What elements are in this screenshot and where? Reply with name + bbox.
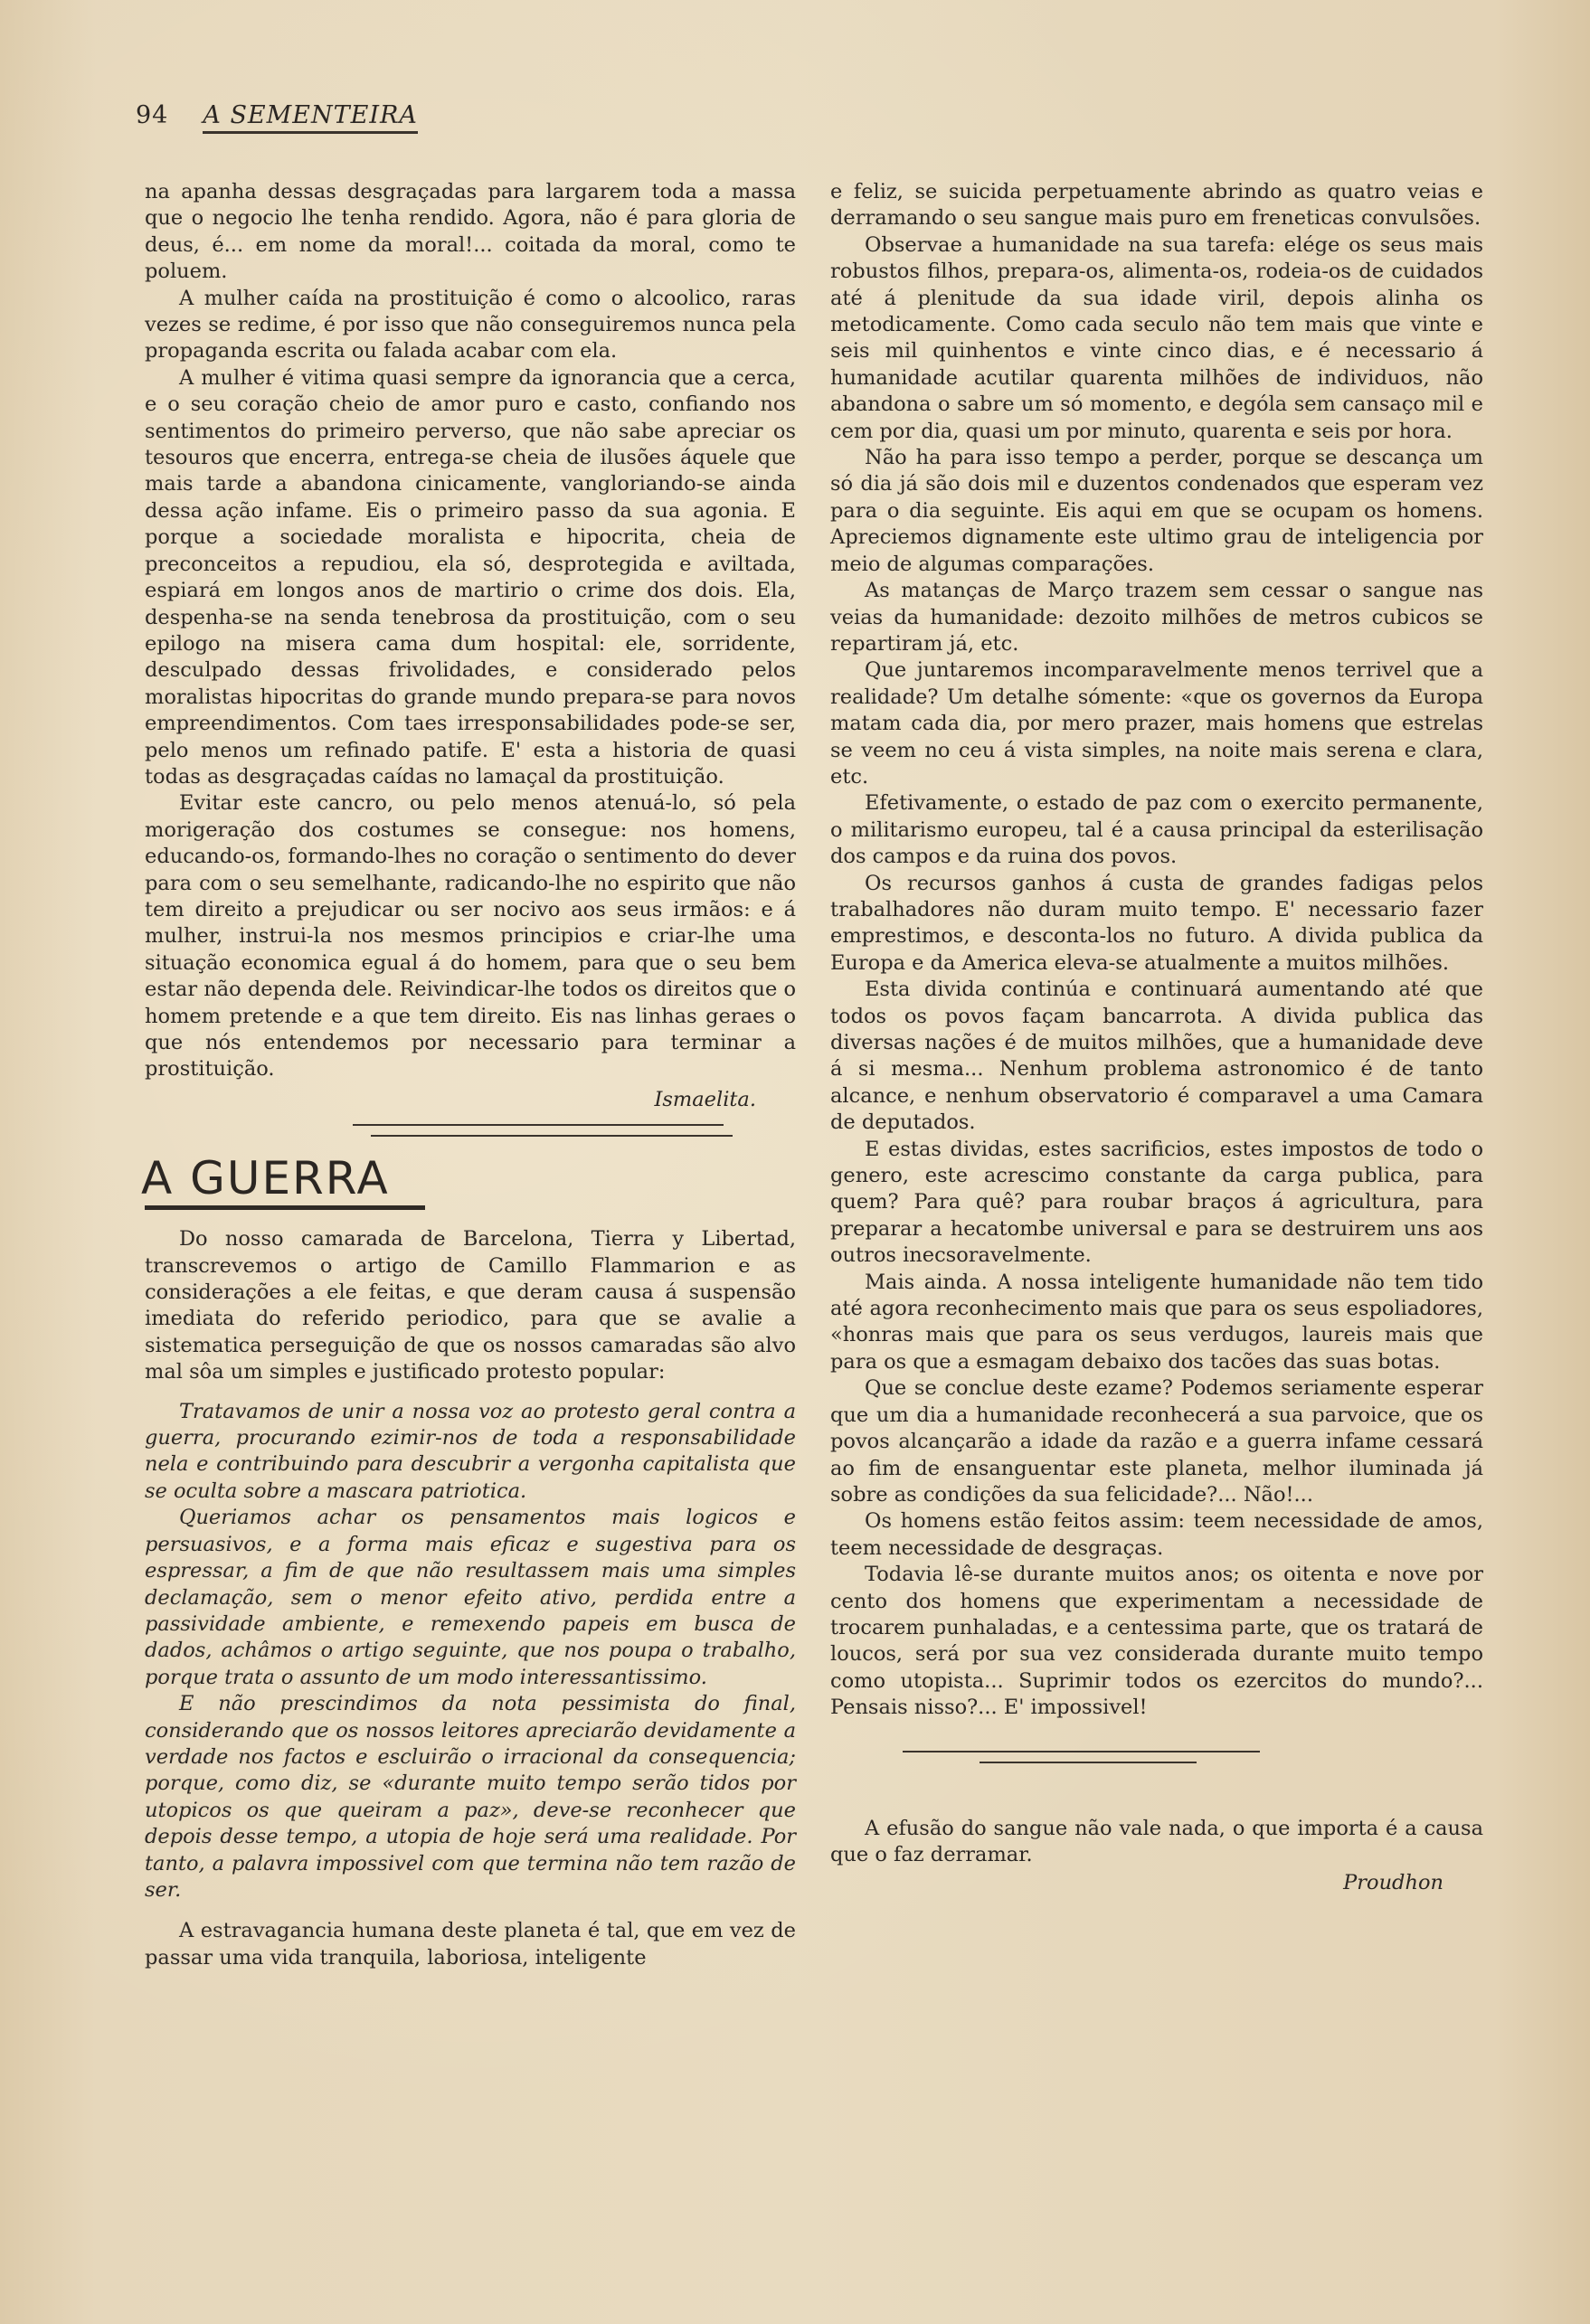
paragraph: As matanças de Março trazem sem cessar o sangue nas veias da humanidade: dezoito milhões de metros cubicos se repartiram já, etc. (830, 579, 1483, 656)
paragraph: E não prescindimos da nota pessimista do final, considerando que os nossos leitores apreciarão devidamente a verdade nos factos e escluirão o irracional da consequencia; porque, como diz, se «durante muito tempo serão tidos por utopicos os que queiram a paz», deve-se reconhecer que depois desse tempo, a utopia de hoje será uma realidade. Por tanto, a palavra impossivel com que termina não tem razão de ser. (145, 1692, 796, 1902)
page-header (136, 101, 418, 134)
divider-rule (371, 1135, 733, 1137)
paragraph: na apanha dessas desgraçadas para largarem toda a massa que o negocio lhe tenha rendido. Agora, não é para gloria de deus, é... em nome da moral!... coitada da moral, como te poluem. (145, 180, 796, 284)
paragraph: Os homens estão feitos assim: teem necessidade de amos, teem necessidade de desgraças. (830, 1509, 1483, 1560)
divider-rule (903, 1751, 1260, 1752)
paragraph: Que juntaremos incomparavelmente menos terrivel que a realidade? Um detalhe sómente: «que os governos da Europa matam cada dia, por mero prazer, mais homens que estrelas se veem no ceu á vista simples, na noite mais serena e clara, etc. (830, 658, 1483, 789)
paragraph: Todavia lê-se durante muitos anos; os oitenta e nove por cento dos homens que experimentam a necessidade de trocarem punhaladas, e a centessima parte, que os tratará de loucos, será por sua vez considerada durante muito tempo como utopista... Suprimir todos os ezercitos do mundo?... Pensais nisso?... E' impossivel! (830, 1563, 1483, 1720)
article-intro: Do nosso camarada de Barcelona, Tierra y Libertad, transcrevemos o artigo de Camillo Flammarion e as considerações a ele feitas, e que deram causa á suspensão imediata do referido periodico, para que se avalie a sistematica perseguição de que os nossos camaradas são alvo mal sôa um simples e justificado protesto popular: (145, 1227, 796, 1384)
paragraph: Observae a humanidade na sua tarefa: elége os seus mais robustos filhos, prepara-os, alimenta-os, rodeia-os de cuidados até á plenitude da sua idade viril, depois alinha os metodicamente. Como cada seculo não tem mais que vinte e seis mil quinhentos e vinte cinco dias, e é necessario á humanidade acutilar quarenta milhões de individuos, não abandona o sabre um só momento, e dególa sem cansaço mil e cem por dia, quasi um por minuto, quarenta e seis por hora. (830, 232, 1483, 443)
paragraph: Não ha para isso tempo a perder, porque se descança um só dia já são dois mil e duzentos condenados que esperam vez para o dia seguinte. Eis aqui em que se ocupam os homens. Apreciemos dignamente este ultimo grau de inteligencia por meio de algumas comparações. (830, 446, 1483, 576)
paragraph: Esta divida continúa e continuará aumentando até que todos os povos façam bancarrota. A divida publica das diversas nações é de muitos milhões, que a humanidade deve á si mesma... Nenhum problema astronomico é de tanto alcance, e nenhum observatorio é comparavel a uma Camara de deputados. (830, 978, 1483, 1135)
quote-author: Proudhon (1343, 1871, 1443, 1895)
left-column (141, 179, 796, 1971)
paragraph: Que se conclue deste ezame? Podemos seriamente esperar que um dia a humanidade reconhecerá a sua parvoice, que os povos alcançarão a idade da razão e a guerra infame cessará ao fim de ensanguentar este planeta, melhor iluminada já sobre as condições da sua felicidade?... Não!... (830, 1376, 1483, 1507)
paragraph: Mais ainda. A nossa inteligente humanidade não tem tido até agora reconhecimento mais que para os seus espoliadores, «honras mais que para os seus verdugos, laureis mais que para os que a esmagam debaixo dos tacões das suas botas. (830, 1270, 1483, 1374)
section-divider (145, 1113, 796, 1153)
article-heading: A GUERRA (141, 1152, 390, 1205)
paragraph: Tratavamos de unir a nossa voz ao protesto geral contra a guerra, procurando ezimir-nos de toda a responsabilidade nela e contribuindo para descubrir a vergonha capitalista que se oculta sobre a mascara patriotica. (145, 1399, 796, 1503)
section-divider (830, 1734, 1483, 1780)
paragraph: Evitar este cancro, ou pelo menos atenuá-lo, só pela morigeração dos costumes se consegue: nos homens, educando-os, formando-lhes no coração o sentimento do dever para com o seu semelhante, radicando-lhe no espirito que não tem direito a prejudicar ou ser nocivo aos seus irmãos: e á mulher, instrui-la nos mesmos principios e criar-lhe uma situação economica egual á do homem, para que o seu bem estar não dependa dele. Reivindicar-lhe todos os direitos que o homem pretende e a que tem direito. Eis nas linhas geraes o que nós entendemos por necessario para terminar a prostituição. (145, 791, 796, 1082)
periodical-title: A SEMENTEIRA (203, 101, 417, 134)
paragraph: A mulher é vitima quasi sempre da ignorancia que a cerca, e o seu coração cheio de amor puro e casto, confiando nos sentimentos do primeiro perverso, que não sabe apreciar os tesouros que encerra, entrega-se cheia de ilusões áquele que mais tarde a abandona cinicamente, vangloriando-se ainda dessa ação infame. Eis o primeiro passo da sua agonia. E porque a sociedade moralista e hipocrita, cheia de preconceitos a repudiou, ela só, desprotegida e aviltada, espiará em longos anos de martirio o crime dos dois. Ela, despenha-se na senda tenebrosa da prostituição, com o seu epilogo na misera cama dum hospital: ele, sorridente, desculpado dessas frivolidades, e considerado pelos moralistas hipocritas do grande mundo prepara-se para novos empreendimentos. Com taes irresponsabilidades pode-se ser, pelo menos um refinado patife. E' esta a historia de quasi todas as desgraçadas caídas no lamaçal da prostituição. (145, 365, 796, 789)
war-article-continued (830, 179, 1483, 1722)
divider-rule (980, 1762, 1197, 1763)
heading-underline (145, 1205, 425, 1210)
paragraph: Efetivamente, o estado de paz com o exercito permanente, o militarismo europeu, tal é a causa principal da esterilisação dos campos e da ruina dos povos. (830, 791, 1483, 869)
editorial-note (145, 1399, 796, 1904)
right-column (830, 179, 1483, 1897)
closing-quote: A efusão do sangue não vale nada, o que importa é a causa que o faz derramar. (830, 1816, 1483, 1866)
divider-rule (353, 1124, 724, 1126)
paragraph: e feliz, se suicida perpetuamente abrindo as quatro veias e derramando o seu sangue mais puro em freneticas convulsões. (830, 180, 1483, 231)
paragraph: E estas dividas, estes sacrificios, estes impostos de todo o genero, este acrescimo constante da carga publica, para quem? Para quê? para roubar braços á agricultura, para preparar a hecatombe universal e para se destruirem uns aos outros inecsoravelmente. (830, 1137, 1483, 1268)
paragraph: Queriamos achar os pensamentos mais logicos e persuasivos, e a forma mais eficaz e sugestiva para os espressar, a fim de que não resultassem mais uma simples declamação, sem o menor efeito ativo, perdida entre a passividade ambiente, e remexendo papeis em busca de dados, achâmos o artigo seguinte, que nos poupa o trabalho, porque trata o assunto de um modo interessantissimo. (145, 1506, 796, 1689)
page-number: 94 (136, 101, 169, 129)
paragraph: Os recursos ganhos á custa de grandes fadigas pelos trabalhadores não duram muito tempo. E' necessario fazer emprestimos, e desconta-los no futuro. A divida publica da Europa e da America eleva-se atualmente a muitos milhões. (830, 871, 1483, 975)
paragraph: A mulher caída na prostituição é como o alcoolico, raras vezes se redime, é por isso que não conseguiremos nunca pela propaganda escrita ou falada acabar com ela. (145, 286, 796, 364)
article-body-start: A estravagancia humana deste planeta é tal, que em vez de passar uma vida tranquila, laboriosa, inteligente (145, 1919, 796, 1970)
author-signature: Ismaelita. (654, 1087, 756, 1111)
prostitution-article (145, 179, 796, 1083)
